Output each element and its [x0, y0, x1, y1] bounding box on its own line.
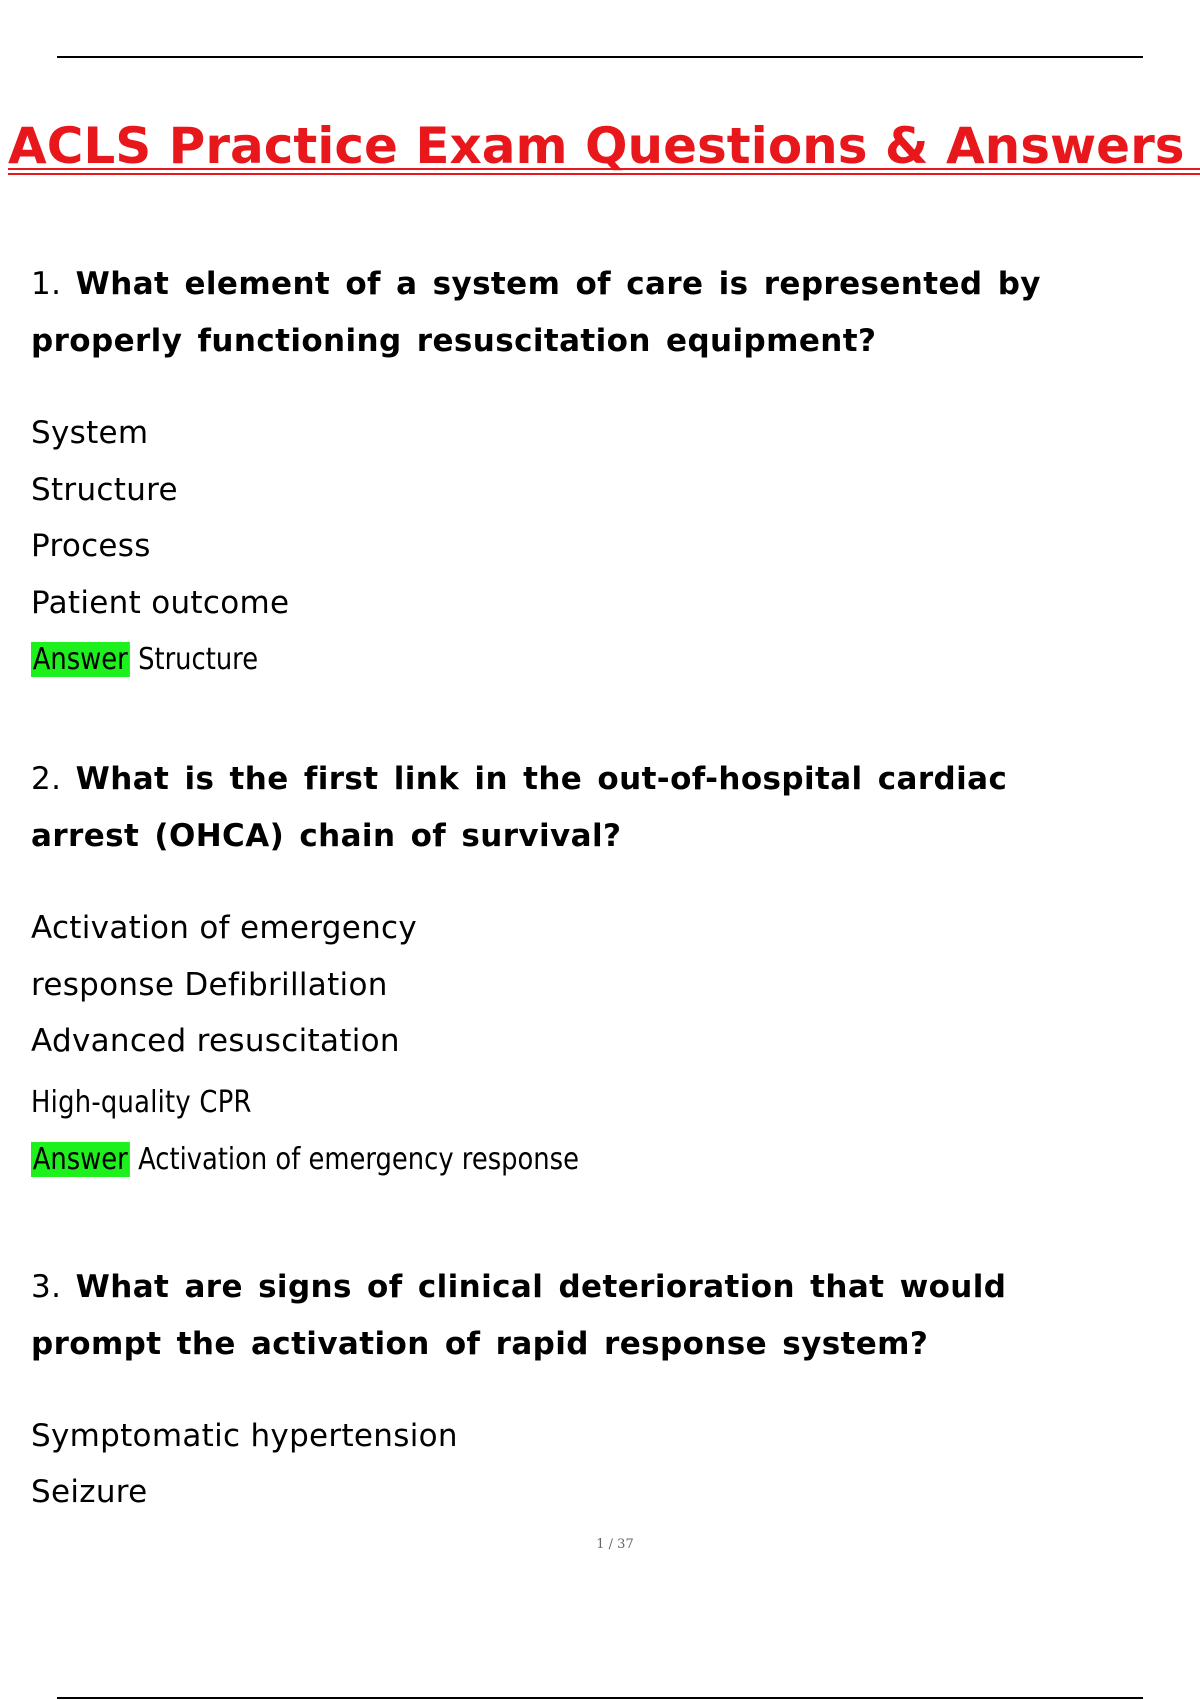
title-underline [8, 173, 1200, 175]
question-text: What are signs of clinical deterioration that would prompt the activation of rapid response system? [31, 1269, 1007, 1362]
answer-text: Activation of emergency response [138, 1142, 579, 1177]
document-title: ACLS Practice Exam Questions & Answers [8, 117, 1185, 175]
option-item: Advanced resuscitation [31, 1023, 400, 1059]
answer-line [31, 640, 258, 680]
option-item: response Defibrillation [31, 967, 388, 1003]
option-item: Process [31, 528, 151, 564]
title-underline [8, 168, 1200, 170]
question-2 [31, 751, 1121, 865]
bottom-rule [57, 1697, 1143, 1699]
question-number: 1. [31, 266, 62, 302]
question-text: What element of a system of care is represented by properly functioning resuscitation equipment? [31, 266, 1041, 359]
question-1 [31, 256, 1121, 370]
answer-label: Answer [32, 642, 128, 677]
answer-text: Structure [138, 642, 259, 677]
question-text: What is the first link in the out-of-hospital cardiac arrest (OHCA) chain of survival? [31, 761, 1008, 854]
question-number: 3. [31, 1269, 62, 1305]
option-item: Structure [31, 472, 178, 508]
option-item: Symptomatic hypertension [31, 1418, 458, 1454]
answer-line [31, 1140, 579, 1180]
answer-label: Answer [32, 1142, 128, 1177]
top-rule [57, 56, 1143, 58]
question-number: 2. [31, 761, 62, 797]
option-item: High-quality CPR [31, 1085, 252, 1120]
question-3 [31, 1259, 1121, 1373]
option-item: Seizure [31, 1474, 148, 1510]
page-indicator: 1 / 37 [596, 1537, 634, 1552]
option-item: System [31, 415, 149, 451]
option-item: Patient outcome [31, 585, 290, 621]
option-item: Activation of emergency [31, 910, 418, 946]
